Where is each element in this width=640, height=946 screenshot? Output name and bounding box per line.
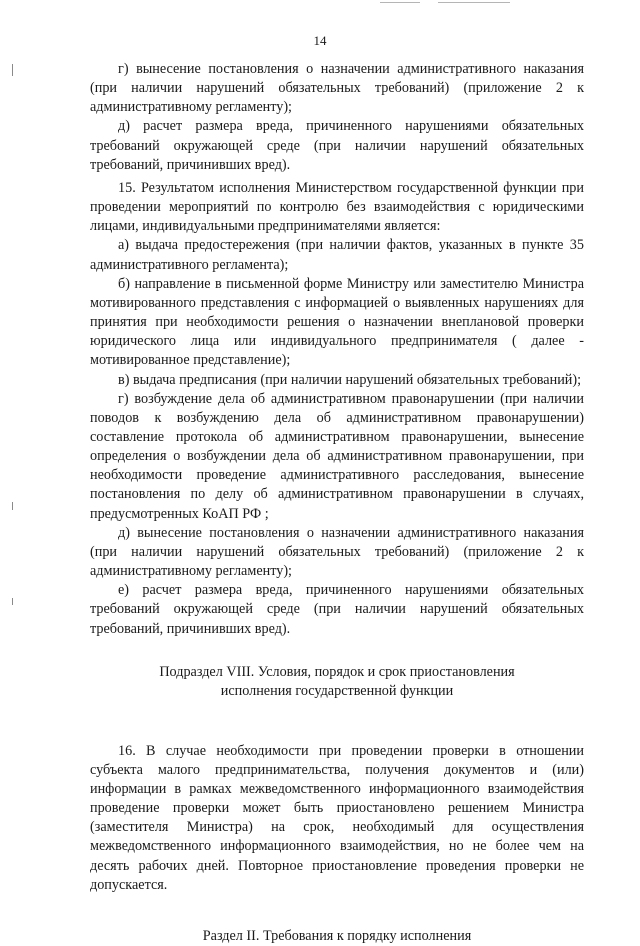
paragraph-15: 15. Результатом исполнения Министерством государственной функции при проведении мероприятий по контролю без взаимодействия с юридическими лицами, индивидуальными предпринимателями является: [90,179,584,235]
document-body [90,60,584,946]
subsection-heading-line2: исполнения государственной функции [220,683,454,700]
list-item-d2: д) вынесение постановления о назначении административного наказания (при наличии нарушений обязательных требований) (приложение 2 к административному регламенту); [90,524,584,580]
list-item-b: б) направление в письменной форме Министру или заместителю Министра мотивированного представления с информацией о выявленных нарушениях для принятия при необходимости решения о назначении внеплановой проверки юридического лица или индивидуального предпринимателя ( далее - мотивированное представление); [90,275,584,369]
list-item-v: в) выдача предписания (при наличии нарушений обязательных требований); [118,371,582,388]
scan-edge-mark [12,502,13,510]
paragraph-16: 16. В случае необходимости при проведении проверки в отношении субъекта малого предпринимательства, получения документов и (или) информации в рамках межведомственного информационного взаимодействия проведение проверки может быть приостановлено решением Министра (заместителя Министра) на срок, необходимый для осуществления межведомственного информационного взаимодействия, но не более чем на десять рабочих дней. Повторное приостановление проведения проверки не допускается. [90,742,584,893]
list-item-g2: г) возбуждение дела об административном правонарушении (при наличии поводов к возбуждению дела об административном правонарушении) составление протокола об административном правонарушении, вынесение определения о возбуждении дела об административном правонарушении, при необходимости проведение административного расследования, вынесение постановления по делу об административном правонарушении в случаях, предусмотренных КоАП РФ ; [90,390,584,522]
list-item-g: г) вынесение постановления о назначении административного наказания (при наличии нарушений обязательных требований) (приложение 2 к административному регламенту); [90,61,584,116]
list-item-e: е) расчет размера вреда, причиненного нарушениями обязательных требований окружающей среде (при наличии нарушений обязательных требований, причинивших вред). [90,582,584,637]
section-heading: Раздел II. Требования к порядку исполнения [202,927,472,944]
scan-edge-mark [12,64,13,76]
scan-marks-top [380,2,510,4]
list-item-d: д) расчет размера вреда, причиненного нарушениями обязательных требований окружающей среде (при наличии нарушений обязательных требований, причинивших вред). [90,118,584,173]
list-item-a: а) выдача предостережения (при наличии фактов, указанных в пункте 35 административного регламента); [90,237,584,273]
subsection-heading [90,663,584,702]
page-number: 14 [313,33,327,48]
scan-edge-mark [12,598,13,605]
subsection-heading-line1: Подраздел VIII. Условия, порядок и срок приостановления [159,663,515,680]
